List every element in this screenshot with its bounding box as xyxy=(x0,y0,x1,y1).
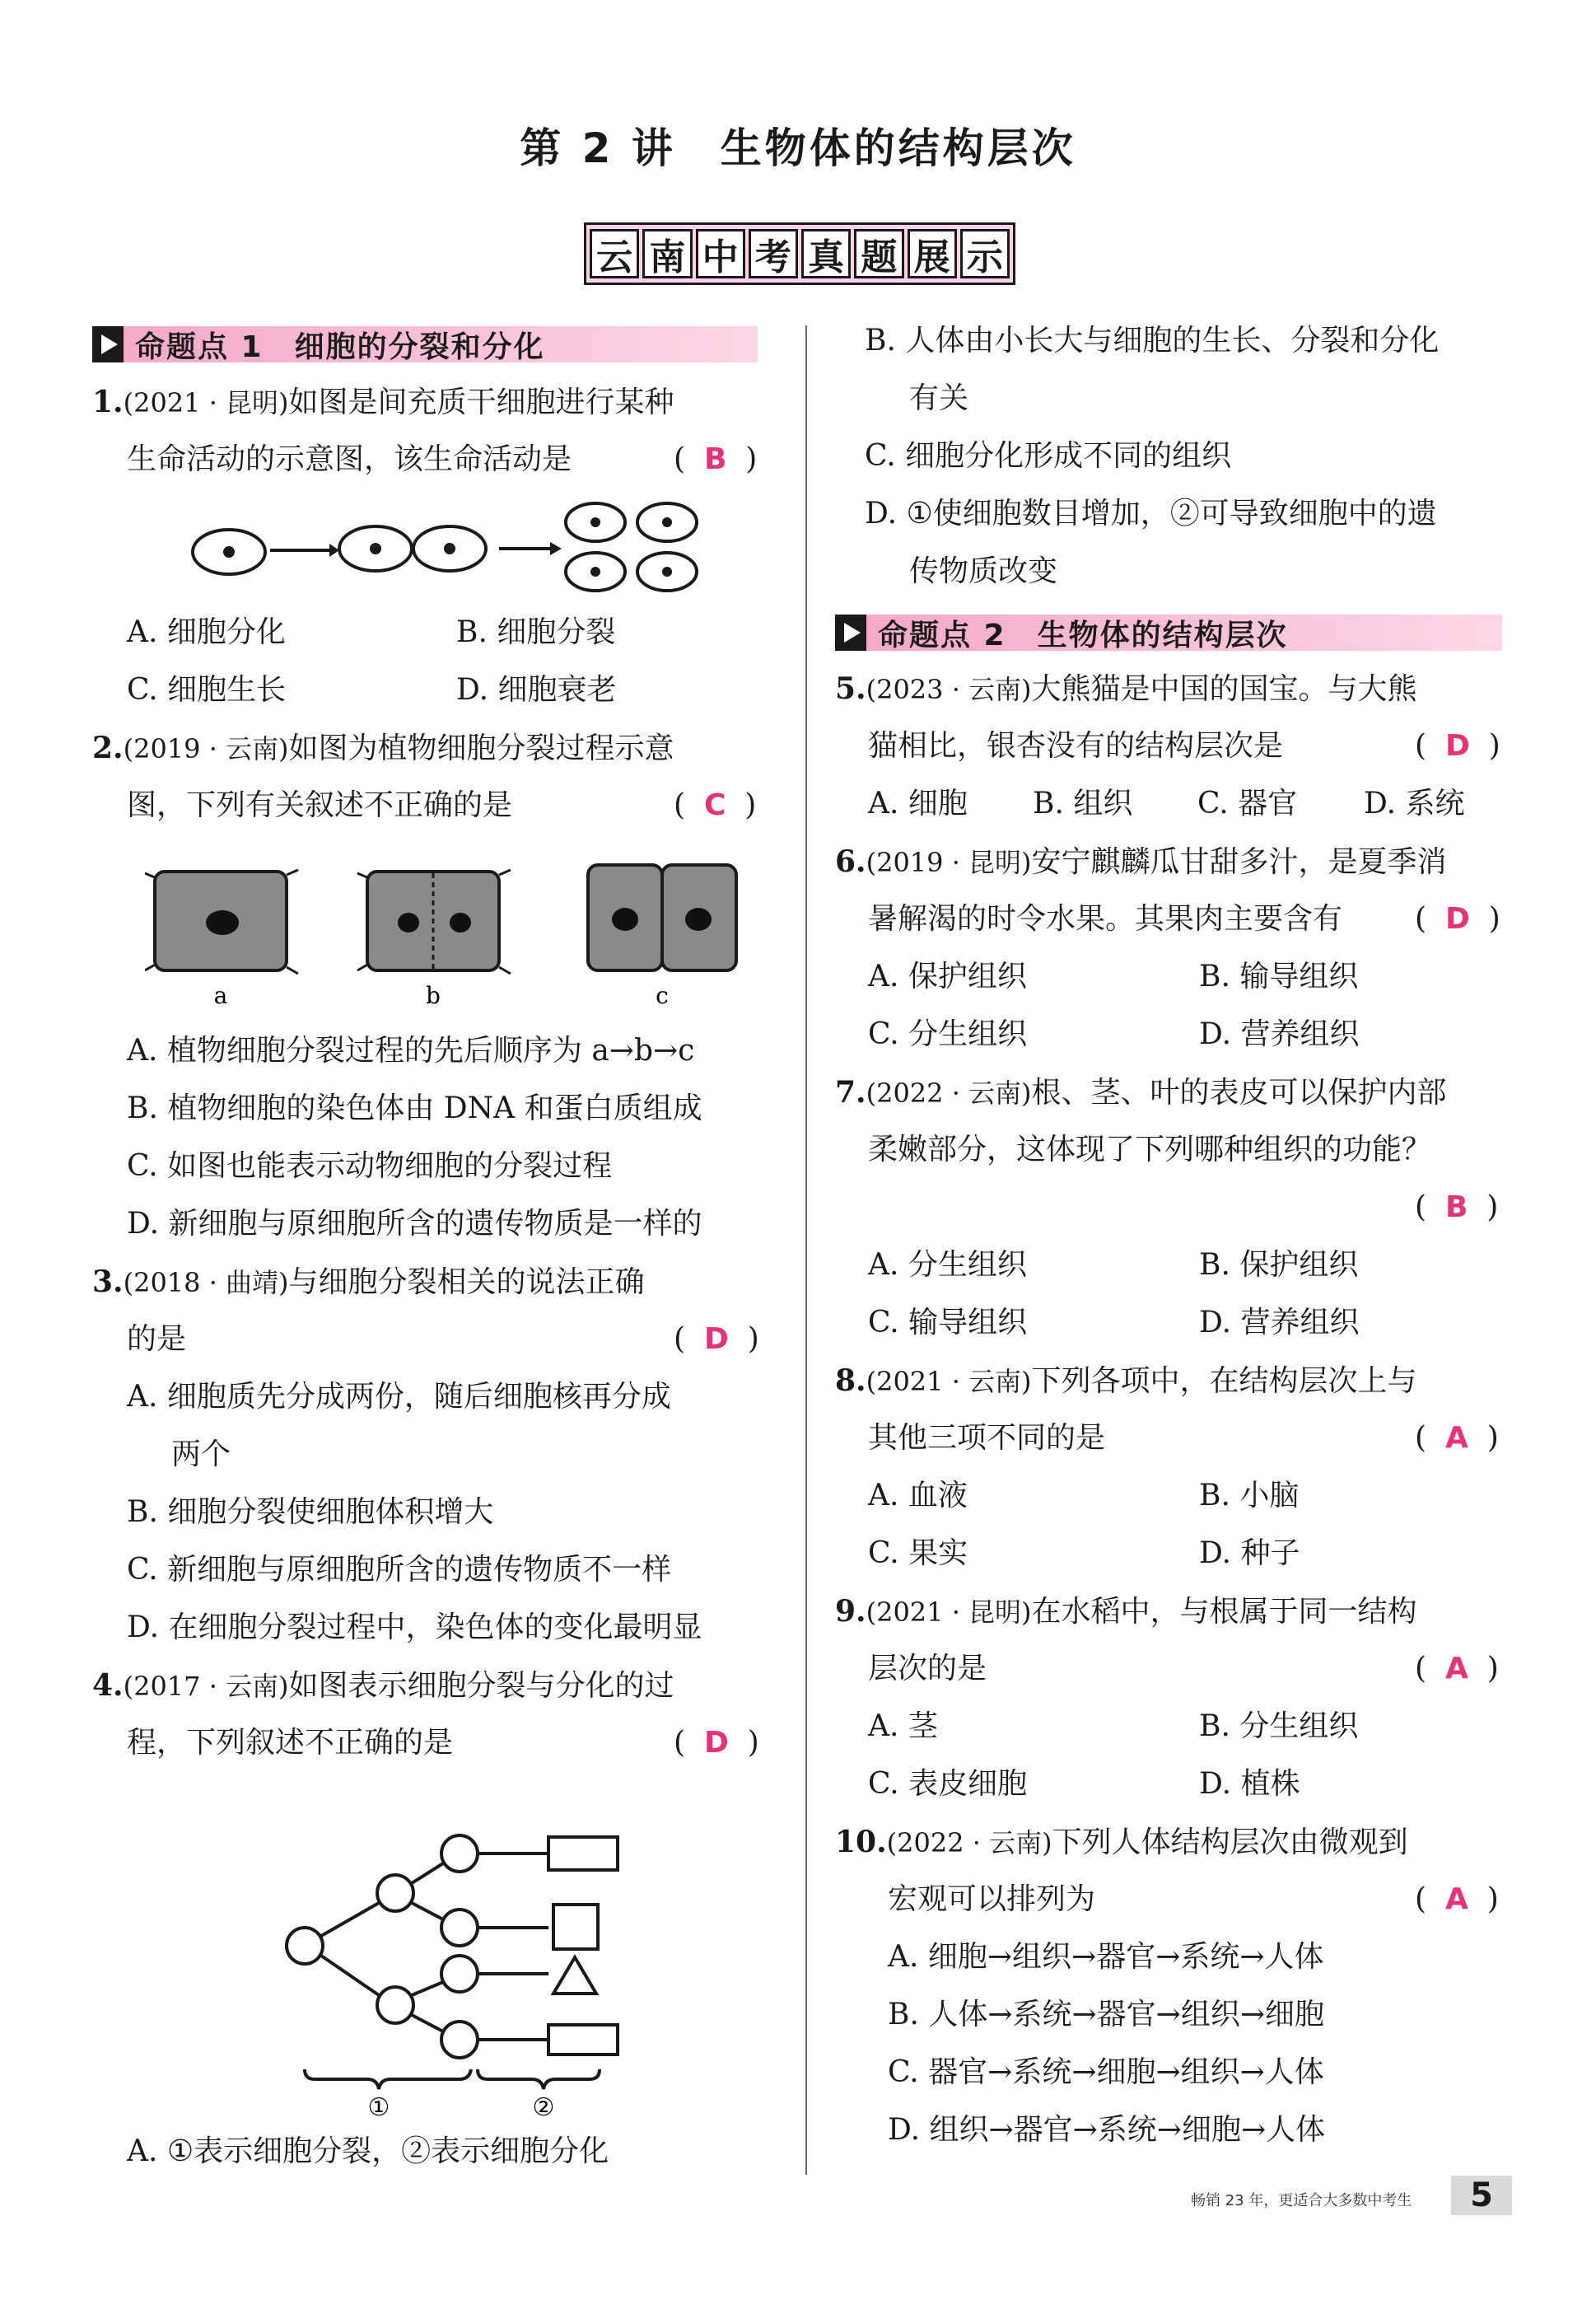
question-6-option-a: A. 保护组织 xyxy=(868,960,1027,993)
topic-heading-2: 命题点 2 生物体的结构层次 xyxy=(835,615,1502,651)
column-divider xyxy=(805,325,807,2175)
footer-slogan: 畅销 23 年，更适合大多数中考生 xyxy=(1191,2192,1412,2209)
question-1-stem-2: 生命活动的示意图，该生命活动是 xyxy=(127,442,572,476)
question-7-stem-2: 柔嫩部分，这体现了下列哪种组织的功能？ xyxy=(868,1133,1432,1166)
question-3-option-b: B. 细胞分裂使细胞体积增大 xyxy=(127,1495,494,1529)
figure-label-a: a xyxy=(213,982,228,1009)
question-4-option-c: C. 细胞分化形成不同的组织 xyxy=(865,439,1232,473)
question-5-option-c: C. 器官 xyxy=(1197,787,1298,820)
cell-division-figure xyxy=(188,493,715,600)
question-2-stem: 2.(2019 · 云南)如图为植物细胞分裂过程示意 xyxy=(92,731,674,765)
page-title: 第 2 讲 生物体的结构层次 xyxy=(520,124,1076,172)
question-9-answer: ( A ) xyxy=(1415,1652,1499,1685)
question-4-option-b-cont: 有关 xyxy=(909,381,969,415)
question-1-option-b: B. 细胞分裂 xyxy=(456,615,616,649)
question-6-option-d: D. 营养组织 xyxy=(1199,1017,1360,1051)
question-1-answer: ( B ) xyxy=(674,442,758,476)
banner-char: 中 xyxy=(696,229,745,278)
question-8-option-c: C. 果实 xyxy=(868,1536,968,1570)
question-8-stem-2: 其他三项不同的是 xyxy=(868,1421,1106,1455)
question-8-stem: 8.(2021 · 云南)下列各项中，在结构层次上与 xyxy=(835,1363,1417,1398)
question-10-option-b: B. 人体→系统→器官→组织→细胞 xyxy=(888,1998,1324,2031)
question-5-answer: ( D ) xyxy=(1415,729,1500,763)
question-3-option-c: C. 新细胞与原细胞所含的遗传物质不一样 xyxy=(127,1553,672,1587)
question-8-option-b: B. 小脑 xyxy=(1199,1479,1300,1512)
question-9-option-a: A. 茎 xyxy=(868,1709,938,1743)
question-9-stem-2: 层次的是 xyxy=(868,1652,987,1685)
question-4-option-a: A. ①表示细胞分裂，②表示细胞分化 xyxy=(127,2134,609,2168)
page-number: 5 xyxy=(1451,2176,1512,2215)
question-8-answer: ( A ) xyxy=(1415,1421,1499,1455)
question-7-option-a: A. 分生组织 xyxy=(868,1248,1027,1282)
question-9-option-b: B. 分生组织 xyxy=(1199,1709,1359,1743)
question-9-option-c: C. 表皮细胞 xyxy=(868,1767,1028,1801)
question-4-stem: 4.(2017 · 云南)如图表示细胞分裂与分化的过 xyxy=(92,1668,674,1703)
plant-cell-division-figure xyxy=(145,857,754,1013)
question-4-answer: ( D ) xyxy=(674,1726,759,1760)
question-5-option-d: D. 系统 xyxy=(1364,787,1465,820)
question-4-option-b: B. 人体由小长大与细胞的生长、分裂和分化 xyxy=(865,324,1440,358)
question-6-option-c: C. 分生组织 xyxy=(868,1017,1028,1051)
banner-char: 真 xyxy=(801,229,851,278)
question-6-stem: 6.(2019 · 昆明)安宁麒麟瓜甘甜多汁，是夏季消 xyxy=(835,844,1447,879)
banner-char: 云 xyxy=(590,229,639,278)
question-10-stem-2: 宏观可以排列为 xyxy=(888,1882,1096,1916)
question-3-option-a: A. 细胞质先分成两份，随后细胞核再分成 xyxy=(127,1380,671,1414)
question-3-stem-2: 的是 xyxy=(127,1322,187,1356)
question-2-option-d: D. 新细胞与原细胞所含的遗传物质是一样的 xyxy=(127,1207,702,1241)
banner-char: 展 xyxy=(908,229,957,278)
question-1-stem: 1.(2021 · 昆明)如图是间充质干细胞进行某种 xyxy=(92,385,674,419)
section-banner xyxy=(584,222,1015,285)
question-1-option-a: A. 细胞分化 xyxy=(127,615,286,649)
question-10-stem: 10.(2022 · 云南)下列人体结构层次由微观到 xyxy=(835,1825,1408,1859)
banner-char: 示 xyxy=(960,229,1010,278)
figure-label-c: c xyxy=(656,982,669,1009)
question-7-option-d: D. 营养组织 xyxy=(1199,1306,1360,1339)
question-3-stem: 3.(2018 · 曲靖)与细胞分裂相关的说法正确 xyxy=(92,1265,645,1299)
question-10-option-d: D. 组织→器官→系统→细胞→人体 xyxy=(888,2113,1326,2147)
banner-char: 南 xyxy=(642,229,692,278)
question-10-answer: ( A ) xyxy=(1415,1882,1499,1916)
question-7-answer: ( B ) xyxy=(1415,1190,1499,1224)
question-1-option-d: D. 细胞衰老 xyxy=(456,673,617,707)
question-5-stem-2: 猫相比，银杏没有的结构层次是 xyxy=(868,729,1284,763)
question-7-stem: 7.(2022 · 云南)根、茎、叶的表皮可以保护内部 xyxy=(835,1075,1447,1110)
figure-label-1: ① xyxy=(367,2093,390,2119)
question-2-option-c: C. 如图也能表示动物细胞的分裂过程 xyxy=(127,1149,613,1183)
question-3-option-a-cont: 两个 xyxy=(171,1437,231,1471)
question-1-option-c: C. 细胞生长 xyxy=(127,673,287,707)
question-5-option-b: B. 组织 xyxy=(1033,787,1133,820)
question-4-option-d-cont: 传物质改变 xyxy=(909,554,1058,588)
question-2-answer: ( C ) xyxy=(674,788,757,822)
question-8-option-a: A. 血液 xyxy=(868,1479,968,1512)
play-arrow-icon xyxy=(92,326,124,362)
question-6-answer: ( D ) xyxy=(1415,902,1500,936)
question-4-stem-2: 程，下列叙述不正确的是 xyxy=(127,1726,454,1760)
question-3-answer: ( D ) xyxy=(674,1322,759,1356)
question-6-option-b: B. 输导组织 xyxy=(1199,960,1359,993)
banner-char: 题 xyxy=(854,229,903,278)
figure-label-2: ② xyxy=(532,2093,555,2119)
banner-char: 考 xyxy=(749,229,798,278)
figure-label-b: b xyxy=(426,982,441,1009)
question-8-option-d: D. 种子 xyxy=(1199,1536,1300,1570)
question-9-option-d: D. 植株 xyxy=(1199,1767,1300,1801)
topic-heading-1: 命题点 1 细胞的分裂和分化 xyxy=(92,326,758,362)
question-6-stem-2: 暑解渴的时令水果。其果肉主要含有 xyxy=(868,902,1343,936)
question-7-option-b: B. 保护组织 xyxy=(1199,1248,1359,1282)
question-10-option-a: A. 细胞→组织→器官→系统→人体 xyxy=(888,1940,1324,1974)
question-5-stem: 5.(2023 · 云南)大熊猫是中国的国宝。与大熊 xyxy=(835,671,1417,706)
question-2-stem-2: 图，下列有关叙述不正确的是 xyxy=(127,788,513,822)
question-7-option-c: C. 输导组织 xyxy=(868,1306,1028,1339)
question-3-option-d: D. 在细胞分裂过程中，染色体的变化最明显 xyxy=(127,1610,702,1644)
question-4-option-d: D. ①使细胞数目增加，②可导致细胞中的遗 xyxy=(865,497,1437,531)
division-differentiation-figure xyxy=(277,1822,623,2119)
play-arrow-icon xyxy=(835,615,866,651)
question-2-option-b: B. 植物细胞的染色体由 DNA 和蛋白质组成 xyxy=(127,1092,702,1125)
question-10-option-c: C. 器官→系统→细胞→组织→人体 xyxy=(888,2055,1324,2089)
question-2-option-a: A. 植物细胞分裂过程的先后顺序为 a→b→c xyxy=(127,1034,695,1068)
question-5-option-a: A. 细胞 xyxy=(868,787,968,820)
question-9-stem: 9.(2021 · 昆明)在水稻中，与根属于同一结构 xyxy=(835,1594,1417,1629)
